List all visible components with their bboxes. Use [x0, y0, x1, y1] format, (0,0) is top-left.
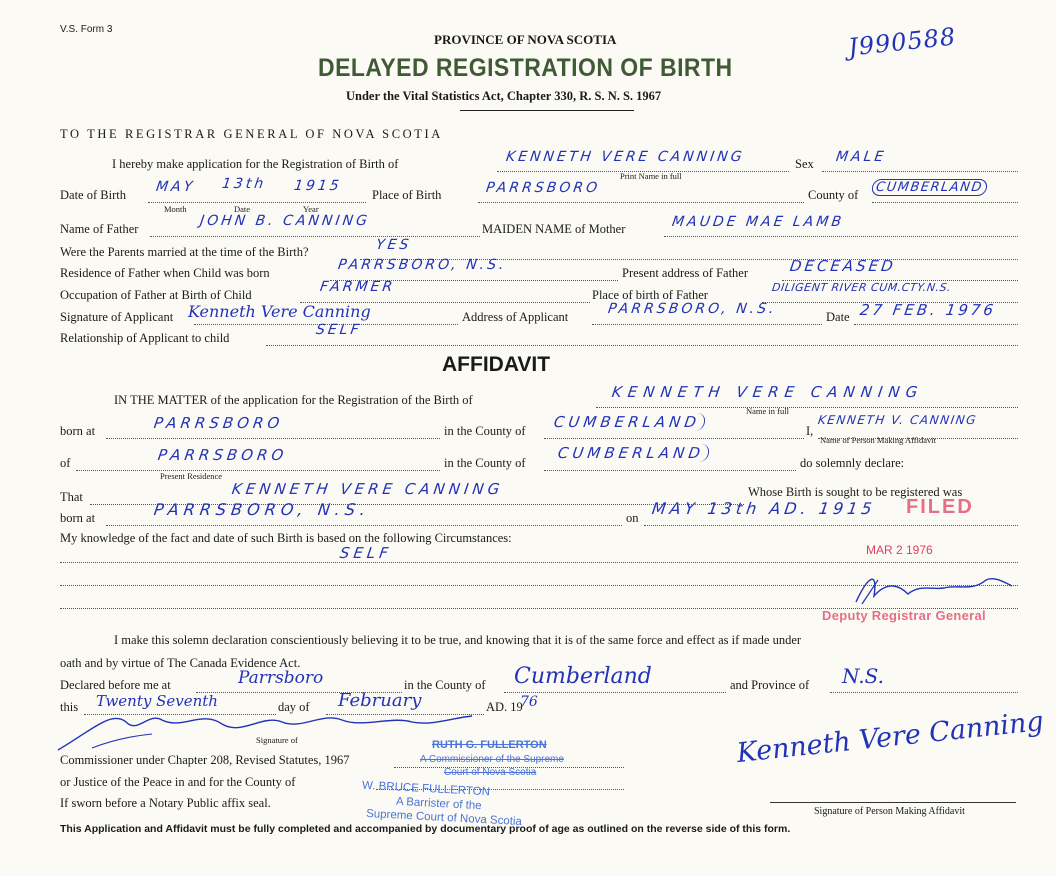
- county-label: County of: [808, 188, 859, 202]
- mother-line: [664, 236, 1018, 237]
- pob-value: PARRSBORO: [484, 180, 602, 196]
- circumstances-value: SELF: [338, 544, 394, 562]
- dob-month-value: MAY: [154, 179, 197, 195]
- caption-date: Date: [234, 204, 251, 214]
- on-value: MAY 13th AD. 1915: [650, 499, 877, 518]
- declared-label: Declared before me at: [60, 678, 171, 692]
- deputy-registrar-stamp: Deputy Registrar General: [822, 608, 986, 623]
- declared-county-value: Cumberland: [514, 664, 652, 689]
- ad-label: AD. 19: [486, 700, 523, 714]
- address-applicant-value: PARRSBORO, N.S.: [606, 301, 778, 317]
- residence-father-label: Residence of Father when Child was born: [60, 266, 270, 280]
- person-signature-value: Kenneth Vere Canning: [735, 705, 1046, 770]
- in-county3-label: in the County of: [404, 678, 486, 692]
- on-line: [644, 525, 1018, 526]
- affidavit-name-value: KENNETH VERE CANNING: [610, 383, 925, 401]
- this-label: this: [60, 700, 79, 714]
- knowledge-label: My knowledge of the fact and date of such Birth is based on the following Circumstances:: [60, 531, 512, 545]
- address-applicant-label: Address of Applicant: [462, 310, 569, 324]
- dob-label: Date of Birth: [60, 188, 126, 202]
- father-label: Name of Father: [60, 222, 139, 236]
- this-day-value: Twenty Seventh: [96, 692, 218, 710]
- affidavit-heading: AFFIDAVIT: [442, 353, 551, 376]
- in-county-label: in the County of: [444, 424, 526, 438]
- in-county2-line: [544, 470, 796, 471]
- dob-day-value: 13th: [220, 176, 268, 192]
- declared-place-value: Parrsboro: [238, 668, 324, 688]
- residence-line: [76, 470, 440, 471]
- i-label: I,: [806, 424, 814, 438]
- father-value: JOHN B. CANNING: [198, 213, 371, 229]
- province-line: [830, 692, 1018, 693]
- stamp-ruth-name: RUTH G. FULLERTON: [432, 739, 547, 751]
- date-label: Date: [826, 310, 850, 324]
- signature-of-label: Signature of: [256, 735, 298, 745]
- married-value: YES: [374, 237, 413, 253]
- person-value: KENNETH V. CANNING: [817, 413, 978, 427]
- declaration-text: I make this solemn declaration conscientiously believing it to be true, and knowing that it is of the same force and effect as if made under: [114, 633, 802, 647]
- month-value: February: [338, 690, 422, 711]
- signature-applicant-value: Kenneth Vere Canning: [188, 302, 371, 321]
- dob-line: [148, 202, 366, 203]
- born-at2-value: PARRSBORO, N.S.: [152, 500, 372, 519]
- address-applicant-line: [592, 324, 822, 325]
- document-subtitle: Under the Vital Statistics Act, Chapter 330, R. S. N. S. 1967: [346, 89, 662, 103]
- in-county2-label: in the County of: [444, 456, 526, 470]
- declare-label: do solemnly declare:: [800, 456, 905, 470]
- declaration-text-2: oath and by virtue of The Canada Evidence Act.: [60, 656, 301, 670]
- on-label: on: [626, 511, 639, 525]
- sex-label: Sex: [795, 157, 814, 171]
- present-father-value: DECEASED: [788, 257, 898, 275]
- application-intro: I hereby make application for the Registration of Birth of: [112, 157, 399, 171]
- child-name-value: KENNETH VERE CANNING: [504, 149, 746, 165]
- deputy-signature: [848, 566, 1018, 610]
- justice-line: or Justice of the Peace in and for the County of: [60, 775, 296, 789]
- stamp-bruce-name: W. BRUCE FULLERTON: [361, 779, 491, 799]
- affidavit-county2-value: CUMBERLAND: [557, 444, 711, 462]
- married-label: Were the Parents married at the time of the Birth?: [60, 245, 309, 259]
- sex-line: [822, 171, 1018, 172]
- footer-notice: This Application and Affidavit must be fully completed and accompanied by documentary proof of age as outlined on the reverse side of this form.: [60, 823, 791, 835]
- title-underline: [460, 110, 634, 111]
- date-line: [854, 324, 1018, 325]
- form-number: V.S. Form 3: [60, 24, 113, 35]
- name-caption: Print Name in full: [620, 171, 682, 181]
- province-value: N.S.: [842, 664, 884, 688]
- that-value: KENNETH VERE CANNING: [230, 480, 505, 498]
- born-at-label: born at: [60, 424, 96, 438]
- matter-text: IN THE MATTER of the application for the Registration of the Birth of: [114, 393, 473, 407]
- residence-caption: Present Residence: [160, 471, 223, 481]
- notary-line: If sworn before a Notary Public affix seal.: [60, 796, 271, 810]
- county-line: [872, 202, 1018, 203]
- stamp-bruce-line3: Supreme Court of Nova Scotia: [365, 807, 523, 829]
- province-label: and Province of: [730, 678, 810, 692]
- relationship-label: Relationship of Applicant to child: [60, 331, 230, 345]
- document-title: DELAYED REGISTRATION OF BIRTH: [318, 54, 733, 82]
- commissioner-line: Commissioner under Chapter 208, Revised Statutes, 1967: [60, 753, 350, 767]
- father-line: [150, 236, 480, 237]
- occupation-label: Occupation of Father at Birth of Child: [60, 288, 252, 302]
- residence-father-value: PARRSBORO, N.S.: [336, 257, 508, 273]
- signature-applicant-label: Signature of Applicant: [60, 310, 174, 324]
- matter-name-line: [596, 407, 1018, 408]
- that-label: That: [60, 490, 83, 504]
- in-county-line: [544, 438, 804, 439]
- born-at2-label: born at: [60, 511, 96, 525]
- residence-value: PARRSBORO: [156, 446, 289, 464]
- affidavit-name-caption: Name in full: [746, 406, 789, 416]
- stamp-bruce-line2: A Barrister of the: [395, 795, 482, 813]
- born-at2-line: [106, 525, 622, 526]
- to-registrar-line: TO THE REGISTRAR GENERAL OF NOVA SCOTIA: [60, 127, 443, 141]
- whose-birth-label: Whose Birth is sought to be registered was: [748, 485, 963, 499]
- day-of-label: day of: [278, 700, 310, 714]
- present-father-label: Present address of Father: [622, 266, 749, 280]
- circumstances-line-1: [60, 562, 1018, 563]
- county-value: CUMBERLAND: [871, 179, 988, 196]
- pob-label: Place of Birth: [372, 188, 442, 202]
- born-at-line: [106, 438, 440, 439]
- stamp-ruth-line2: A Commissioner of the Supreme: [420, 754, 564, 765]
- filed-date-stamp: MAR 2 1976: [866, 543, 933, 557]
- stamp-ruth-line3: Court of Nova Scotia: [444, 767, 537, 778]
- commissioner-signature: [52, 700, 492, 756]
- dob-year-value: 1915: [292, 178, 343, 194]
- relationship-value: SELF: [314, 322, 363, 338]
- date-value: 27 FEB. 1976: [858, 301, 998, 319]
- province-heading: PROVINCE OF NOVA SCOTIA: [434, 32, 617, 47]
- person-caption: Name of Person Making Affidavit: [820, 435, 936, 445]
- occupation-value: FARMER: [318, 279, 397, 295]
- year-value: 76: [520, 694, 538, 710]
- declared-county-line: [504, 692, 726, 693]
- caption-year: Year: [303, 204, 319, 214]
- filed-stamp: FILED: [906, 496, 974, 518]
- person-signature-label: Signature of Person Making Affidavit: [814, 806, 965, 817]
- pob-line: [478, 202, 804, 203]
- affidavit-county-value: CUMBERLAND: [553, 413, 707, 431]
- serial-number: J990588: [846, 22, 958, 62]
- of-label: of: [60, 456, 71, 470]
- sex-value: MALE: [834, 149, 888, 165]
- born-at-value: PARRSBORO: [152, 414, 285, 432]
- pob-father-value: DILIGENT RIVER CUM.CTY.N.S.: [771, 281, 953, 294]
- mother-label: MAIDEN NAME of Mother: [482, 222, 626, 236]
- person-signature-line: [770, 802, 1016, 803]
- caption-month: Month: [164, 204, 187, 214]
- pob-father-label: Place of birth of Father: [592, 288, 708, 302]
- relationship-line: [266, 345, 1018, 346]
- mother-value: MAUDE MAE LAMB: [670, 214, 846, 230]
